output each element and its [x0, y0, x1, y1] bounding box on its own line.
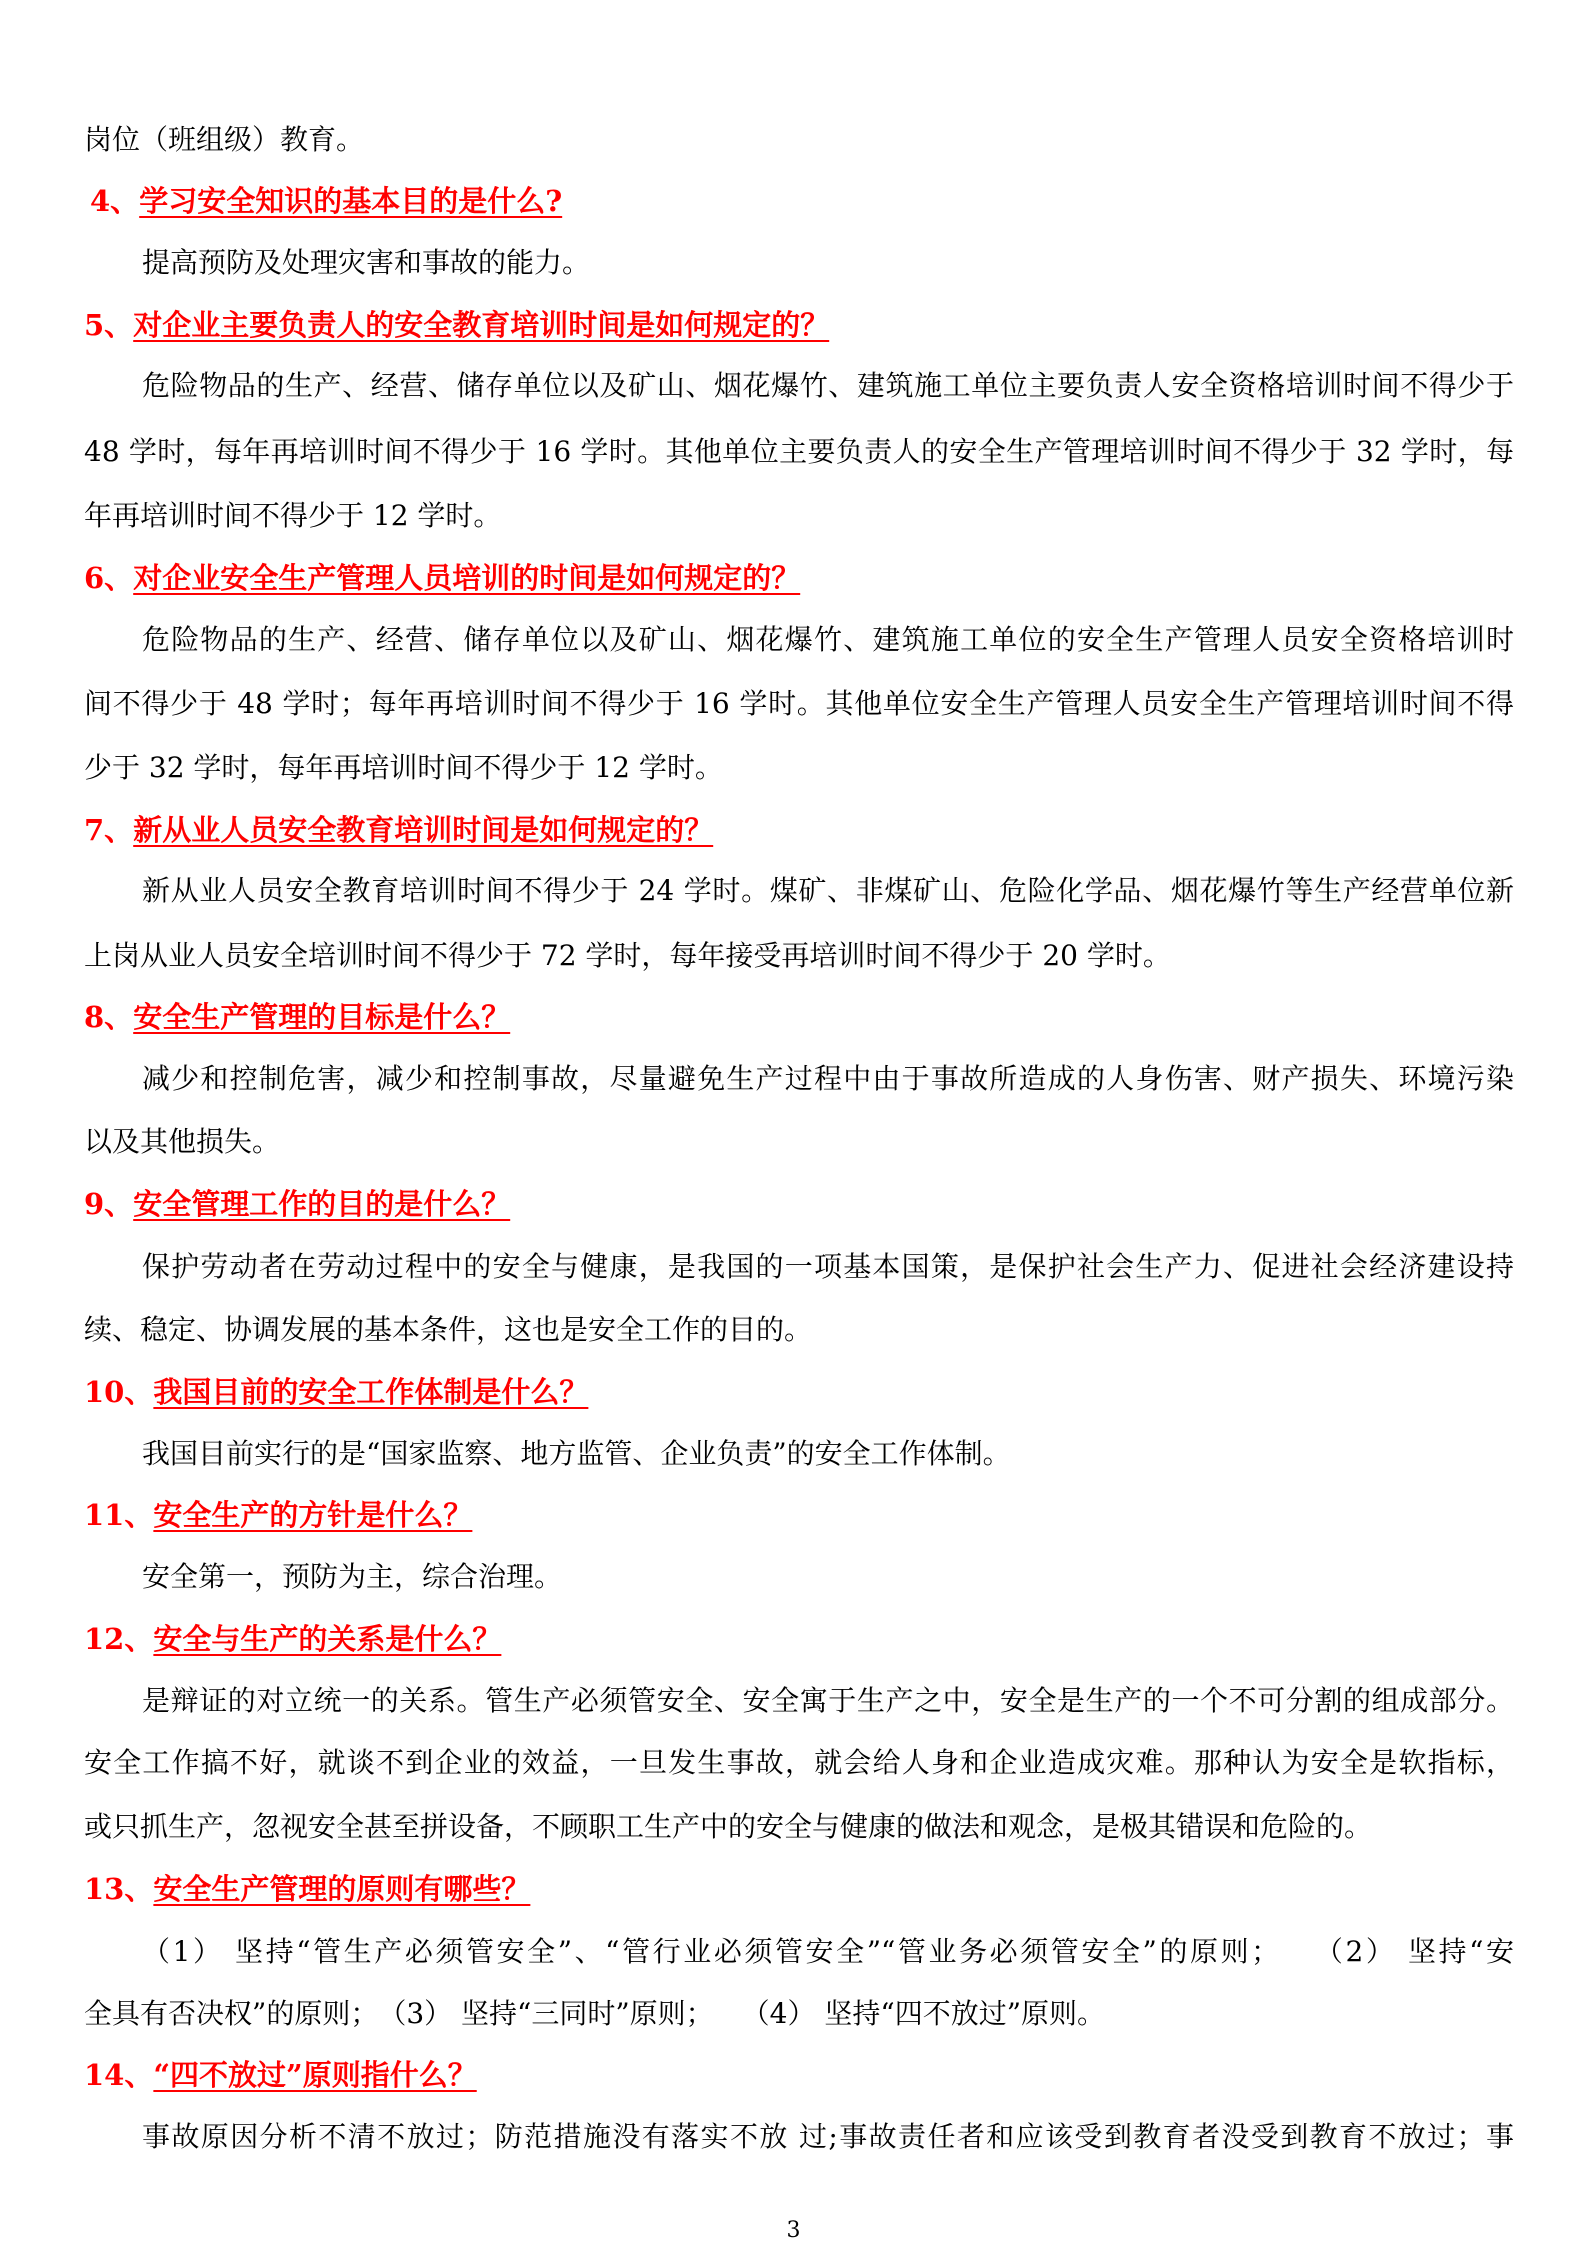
answer-text: 48 学时，每年再培训时间不得少于 16 学时。其他单位主要负责人的安全生产管理培训时间不得少于 32 学时，每	[84, 435, 1514, 468]
question-number: 7、	[84, 813, 134, 847]
question-title: 安全生产的方针是什么？	[153, 1498, 473, 1532]
question-number: 8、	[84, 1000, 134, 1034]
question-title: 新从业人员安全教育培训时间是如何规定的？	[133, 813, 714, 847]
question-title: “四不放过”原则指什么？	[153, 2058, 477, 2092]
answer-text: 提高预防及处理灾害和事故的能力。	[142, 246, 591, 279]
question-number: 14、	[84, 2058, 154, 2092]
answer-text: 少于 32 学时，每年再培训时间不得少于 12 学时。	[84, 751, 723, 784]
answer-text: 上岗从业人员安全培训时间不得少于 72 学时，每年接受再培训时间不得少于 20 学时。	[84, 939, 1171, 972]
question-title: 安全管理工作的目的是什么？	[133, 1187, 511, 1221]
answer-text: 保护劳动者在劳动过程中的安全与健康，是我国的一项基本国策，是保护社会生产力、促进社会经济建设持	[142, 1250, 1514, 1283]
answer-text: 或只抓生产，忽视安全甚至拼设备，不顾职工生产中的安全与健康的做法和观念，是极其错误和危险的。	[84, 1810, 1373, 1843]
answer-text: 安全第一，预防为主，综合治理。	[142, 1560, 563, 1593]
question-number: 6、	[84, 561, 134, 595]
question-number: 13、	[84, 1872, 154, 1906]
answer-text: 危险物品的生产、经营、储存单位以及矿山、烟花爆竹、建筑施工单位的安全生产管理人员安全资格培训时	[142, 623, 1514, 656]
question-number: 10、	[84, 1375, 154, 1409]
answer-text: 安全工作搞不好，就谈不到企业的效益，一旦发生事故，就会给人身和企业造成灾难。那种认为安全是软指标，	[84, 1746, 1514, 1779]
question-heading	[84, 1184, 1514, 1224]
question-title: 学习安全知识的基本目的是什么?	[139, 184, 563, 218]
question-number: 9、	[84, 1187, 134, 1221]
answer-text: 续、稳定、协调发展的基本条件，这也是安全工作的目的。	[84, 1313, 813, 1346]
question-heading	[90, 181, 1520, 221]
question-heading	[84, 1869, 1514, 1909]
page-number: 3	[786, 2218, 801, 2243]
question-title: 对企业主要负责人的安全教育培训时间是如何规定的？	[133, 308, 830, 342]
question-heading	[84, 1495, 1514, 1535]
question-heading	[84, 1372, 1514, 1412]
body-text: 岗位（班组级）教育。	[84, 123, 365, 156]
question-title: 对企业安全生产管理人员培训的时间是如何规定的？	[133, 561, 801, 595]
answer-text: 减少和控制危害，减少和控制事故，尽量避免生产过程中由于事故所造成的人身伤害、财产损失、环境污染	[142, 1062, 1514, 1095]
question-heading	[84, 810, 1514, 850]
answer-text: 年再培训时间不得少于 12 学时。	[84, 499, 502, 532]
question-title: 安全生产管理的目标是什么？	[133, 1000, 511, 1034]
question-heading	[84, 305, 1514, 345]
answer-text: 事故原因分析不清不放过；防范措施没有落实不放 过;事故责任者和应该受到教育者没受到教育不放过；事	[142, 2120, 1514, 2153]
answer-text: 间不得少于 48 学时；每年再培训时间不得少于 16 学时。其他单位安全生产管理人员安全生产管理培训时间不得	[84, 687, 1514, 720]
question-title: 我国目前的安全工作体制是什么？	[153, 1375, 589, 1409]
question-title: 安全生产管理的原则有哪些？	[153, 1872, 531, 1906]
question-number: 12、	[84, 1622, 154, 1656]
answer-text: 全具有否决权”的原则； （3） 坚持“三同时”原则； （4） 坚持“四不放过”原则。	[84, 1997, 1106, 2030]
question-number: 5、	[84, 308, 134, 342]
answer-text: 危险物品的生产、经营、储存单位以及矿山、烟花爆竹、建筑施工单位主要负责人安全资格培训时间不得少于	[142, 369, 1514, 402]
answer-text: 我国目前实行的是“国家监察、地方监管、企业负责”的安全工作体制。	[142, 1437, 1011, 1470]
question-heading	[84, 2055, 1514, 2095]
question-heading	[84, 997, 1514, 1037]
question-heading	[84, 558, 1514, 598]
answer-text: 以及其他损失。	[84, 1125, 281, 1158]
answer-text: （1） 坚持“管生产必须管安全”、“管行业必须管安全”“管业务必须管安全”的原则； （2） 坚持“安	[142, 1935, 1514, 1968]
answer-text: 是辩证的对立统一的关系。管生产必须管安全、安全寓于生产之中，安全是生产的一个不可分割的组成部分。	[142, 1684, 1514, 1717]
question-title: 安全与生产的关系是什么？	[153, 1622, 502, 1656]
question-number: 4、	[90, 184, 140, 218]
question-number: 11、	[84, 1498, 154, 1532]
question-heading	[84, 1619, 1514, 1659]
answer-text: 新从业人员安全教育培训时间不得少于 24 学时。煤矿、非煤矿山、危险化学品、烟花爆竹等生产经营单位新	[142, 874, 1514, 907]
